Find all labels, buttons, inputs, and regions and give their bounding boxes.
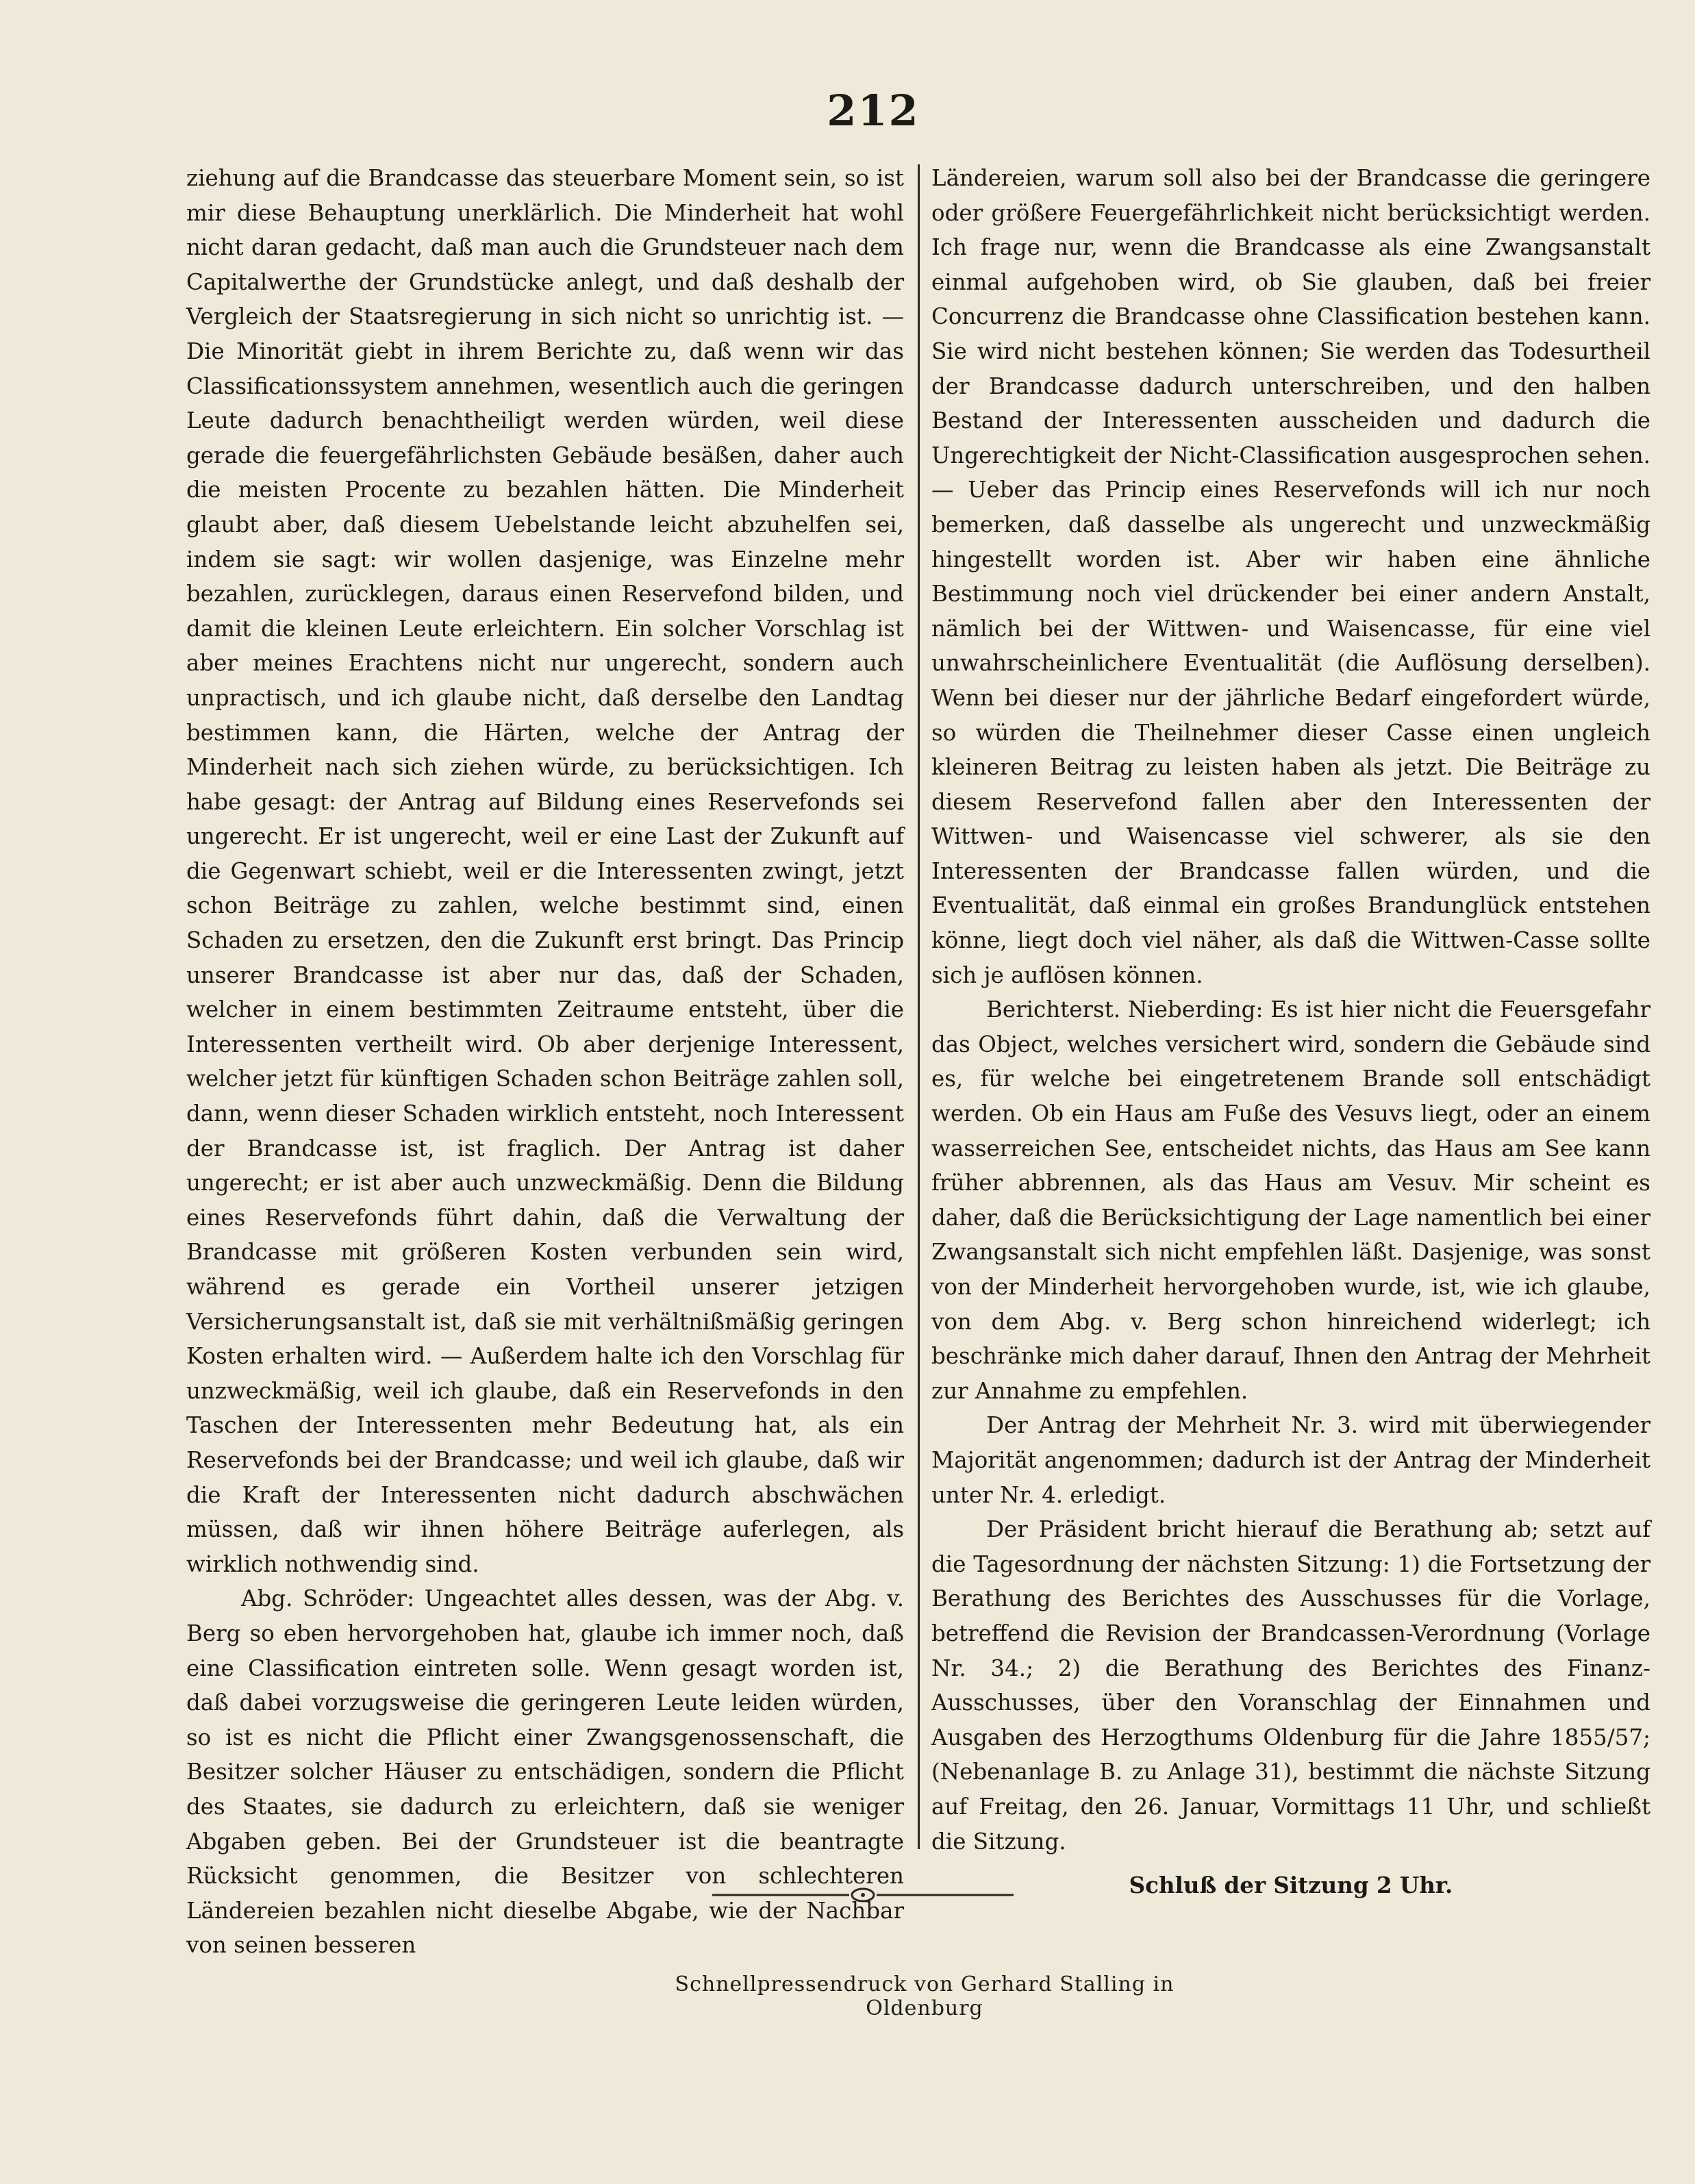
closing-line: Schluß der Sitzung 2 Uhr.: [1129, 1872, 1453, 1899]
paragraph-left-2: Abg. Schröder: Ungeachtet alles dessen, was der Abg. v. Berg so eben hervorgehoben hat, glaube ich immer noch, daß eine Classification eintreten solle. Wenn gesagt worden ist, daß dabei vorzugsweise die geringeren Leute leiden würden, so ist es nicht die Pflicht einer Zwangsgenossenschaft, die Besitzer solcher Häuser zu entschädigen, sondern die Pflicht des Staates, sie dadurch zu erleichtern, daß sie weniger Abgaben geben. Bei der Grundsteuer ist die beantragte Rücksicht genommen, die Besitzer von schlechteren Ländereien bezahlen nicht dieselbe Abgabe, wie der Nachbar von seinen besseren: [186, 1585, 904, 1959]
printer-imprint: Schnellpressendruck von Gerhard Stalling in Oldenburg: [675, 1972, 1175, 2020]
paragraph-right-3: Der Antrag der Mehrheit Nr. 3. wird mit überwiegender Majorität angenommen; dadurch ist der Antrag der Minderheit unter Nr. 4. erledigt.: [931, 1412, 1650, 1508]
paragraph-right-1: Ländereien, warum soll also bei der Brandcasse die geringere oder größere Feuergefährlichkeit nicht berücksichtigt werden. Ich frage nur, wenn die Brandcasse als eine Zwangsanstalt einmal aufgehoben wird, ob Sie glauben, daß bei freier Concurrenz die Brandcasse ohne Classification bestehen kann. Sie wird nicht bestehen können; Sie werden das Todesurtheil der Brandcasse dadurch unterschreiben, und den halben Bestand der Interessenten ausscheiden und dadurch die Ungerechtigkeit der Nicht-Classification ausgesprochen sehen. — Ueber das Princip eines Reservefonds will ich nur noch bemerken, daß dasselbe als ungerecht und unzweckmäßig hingestellt worden ist. Aber wir haben eine ähnliche Bestimmung noch viel drückender bei einer andern Anstalt, nämlich bei der Wittwen- und Waisencasse, für eine viel unwahrscheinlichere Eventualität (die Auflösung derselben). Wenn bei dieser nur der jährliche Bedarf eingefordert würde, so würden die Theilnehmer dieser Casse einen ungleich kleineren Beitrag zu leisten haben als jetzt. Die Beiträge zu diesem Reservefond fallen aber den Interessenten der Wittwen- und Waisencasse viel schwerer, als sie den Interessenten der Brandcasse fallen würden, und die Eventualität, daß einmal ein großes Brandunglück entstehen könne, liegt doch viel näher, als daß die Wittwen-Casse sollte sich je auflösen können.: [931, 165, 1650, 988]
right-column: [931, 161, 1650, 1903]
column-divider: [918, 164, 920, 1849]
page-number: 212: [827, 86, 920, 136]
ornament-divider: [712, 1885, 1014, 1905]
paragraph-right-4: Der Präsident bricht hierauf die Berathung ab; setzt auf die Tagesordnung der nächsten Sitzung: 1) die Fortsetzung der Berathung des Berichtes des Ausschusses für die Vorlage, betreffend die Revision der Brandcassen-Verordnung (Vorlage Nr. 34.; 2) die Berathung des Berichtes des Finanz-Ausschusses, über den Voranschlag der Einnahmen und Ausgaben des Herzogthums Oldenburg für die Jahre 1855/57; (Nebenanlage B. zu Anlage 31), bestimmt die nächste Sitzung auf Freitag, den 26. Januar, Vormittags 11 Uhr, und schließt die Sitzung.: [931, 1516, 1650, 1855]
paragraph-right-2: Berichterst. Nieberding: Es ist hier nicht die Feuersgefahr das Object, welches versichert wird, sondern die Gebäude sind es, für welche bei eingetretenem Brande soll entschädigt werden. Ob ein Haus am Fuße des Vesuvs liegt, oder an einem wasserreichen See, entscheidet nichts, das Haus am See kann früher abbrennen, als das Haus am Vesuv. Mir scheint es daher, daß die Berücksichtigung der Lage namentlich bei einer Zwangsanstalt sich nicht empfehlen läßt. Dasjenige, was sonst von der Minderheit hervorgehoben wurde, ist, wie ich glaube, von dem Abg. v. Berg schon hinreichend widerlegt; ich beschränke mich daher darauf, Ihnen den Antrag der Mehrheit zur Annahme zu empfehlen.: [931, 996, 1650, 1404]
left-column: [186, 161, 904, 1963]
paragraph-left-1: ziehung auf die Brandcasse das steuerbare Moment sein, so ist mir diese Behauptung unerklärlich. Die Minderheit hat wohl nicht daran gedacht, daß man auch die Grundsteuer nach dem Capitalwerthe der Grundstücke anlegt, und daß deshalb der Vergleich der Staatsregierung in sich nicht so unrichtig ist. — Die Minorität giebt in ihrem Berichte zu, daß wenn wir das Classificationssystem annehmen, wesentlich auch die geringen Leute dadurch benachtheiligt werden würden, weil diese gerade die feuergefährlichsten Gebäude besäßen, daher auch die meisten Procente zu bezahlen hätten. Die Minderheit glaubt aber, daß diesem Uebelstande leicht abzuhelfen sei, indem sie sagt: wir wollen dasjenige, was Einzelne mehr bezahlen, zurücklegen, daraus einen Reservefond bilden, und damit die kleinen Leute erleichtern. Ein solcher Vorschlag ist aber meines Erachtens nicht nur ungerecht, sondern auch unpractisch, und ich glaube nicht, daß derselbe den Landtag bestimmen kann, die Härten, welche der Antrag der Minderheit nach sich ziehen würde, zu berücksichtigen. Ich habe gesagt: der Antrag auf Bildung eines Reservefonds sei ungerecht. Er ist ungerecht, weil er eine Last der Zukunft auf die Gegenwart schiebt, weil er die Interessenten zwingt, jetzt schon Beiträge zu zahlen, welche bestimmt sind, einen Schaden zu ersetzen, den die Zukunft erst bringt. Das Princip unserer Brandcasse ist aber nur das, daß der Schaden, welcher in einem bestimmten Zeitraume entsteht, über die Interessenten vertheilt wird. Ob aber derjenige Interessent, welcher jetzt für künftigen Schaden schon Beiträge zahlen soll, dann, wenn dieser Schaden wirklich entsteht, noch Interessent der Brandcasse ist, ist fraglich. Der Antrag ist daher ungerecht; er ist aber auch unzweckmäßig. Denn die Bildung eines Reservefonds führt dahin, daß die Verwaltung der Brandcasse mit größeren Kosten verbunden sein wird, während es gerade ein Vortheil unserer jetzigen Versicherungsanstalt ist, daß sie mit verhältnißmäßig geringen Kosten erhalten wird. — Außerdem halte ich den Vorschlag für unzweckmäßig, weil ich glaube, daß ein Reservefonds in den Taschen der Interessenten mehr Bedeutung hat, als ein Reservefonds bei der Brandcasse; und weil ich glaube, daß wir die Kraft der Interessenten nicht dadurch abschwächen müssen, daß wir ihnen höhere Beiträge auferlegen, als wirklich nothwendig sind.: [186, 165, 904, 1577]
